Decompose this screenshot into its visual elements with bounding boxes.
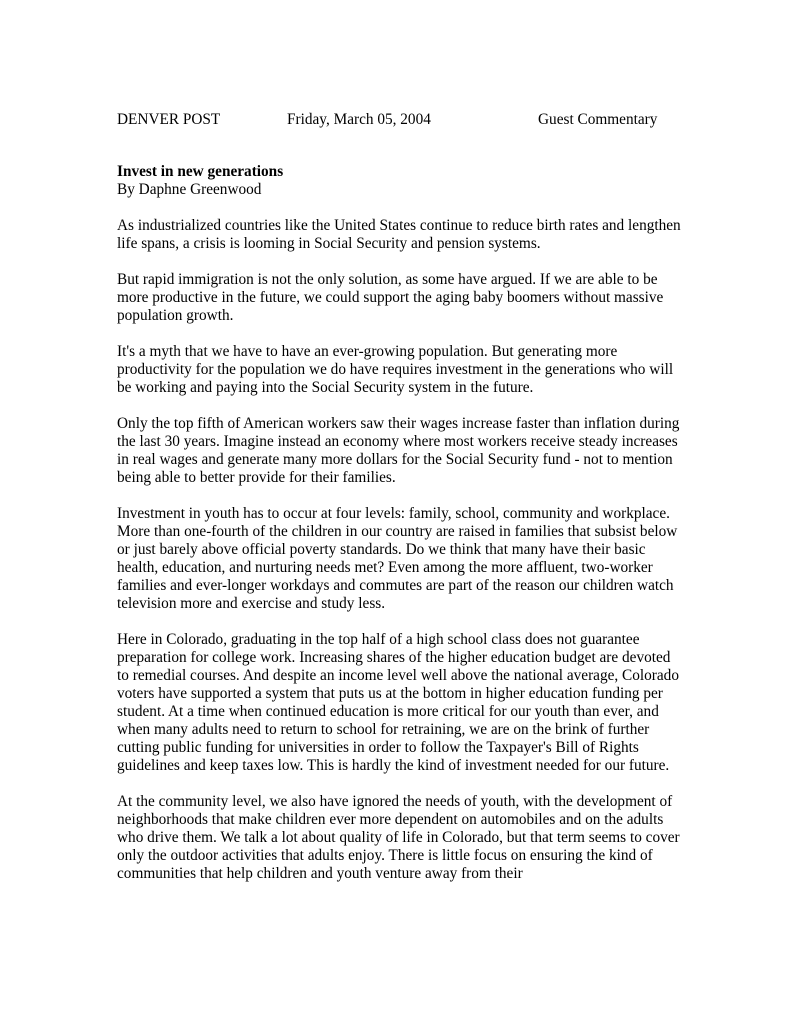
article-byline: By Daphne Greenwood (117, 181, 262, 198)
article-paragraph-6: Here in Colorado, graduating in the top half of a high school class does not guarantee preparation for college work. Increasing shares of the higher education budget are devoted to remedial courses. And despite an income level well above the national average, Colorado voters have supported a system that puts us at the bottom in higher education funding per student. At a time when continued education is more critical for our youth than ever, and when many adults need to return to school for retraining, we are on the brink of further cutting public funding for universities in order to follow the Taxpayer's Bill of Rights guidelines and keep taxes low. This is hardly the kind of investment needed for our future. (117, 631, 679, 774)
article-paragraph-4: Only the top fifth of American workers saw their wages increase faster than inflation during the last 30 years. Imagine instead an economy where most workers receive steady increases in real wages and generate many more dollars for the Social Security fund - not to mention being able to better provide for their families. (117, 415, 680, 486)
publication-date: Friday, March 05, 2004 (287, 111, 431, 128)
article-body (117, 163, 682, 901)
article-paragraph-2: But rapid immigration is not the only solution, as some have argued. If we are able to be more productive in the future, we could support the aging baby boomers without massive population growth. (117, 271, 664, 324)
newspaper-name: DENVER POST (117, 111, 221, 128)
article-headline: Invest in new generations (117, 163, 284, 180)
article-paragraph-7: At the community level, we also have ignored the needs of youth, with the development of neighborhoods that make children ever more dependent on automobiles and on the adults who drive them. We talk a lot about quality of life in Colorado, but that term seems to cover only the outdoor activities that adults enjoy. There is little focus on ensuring the kind of communities that help children and youth venture away from their (117, 793, 680, 882)
article-paragraph-5: Investment in youth has to occur at four levels: family, school, community and workplace. More than one-fourth of the children in our country are raised in families that subsist below or just barely above official poverty standards. Do we think that many have their basic health, education, and nurturing needs met? Even among the more affluent, two-worker families and ever-longer workdays and commutes are part of the reason our children watch television more and exercise and study less. (117, 505, 678, 612)
section-label: Guest Commentary (538, 111, 658, 128)
article-paragraph-1: As industrialized countries like the United States continue to reduce birth rates and lengthen life spans, a crisis is looming in Social Security and pension systems. (117, 217, 681, 252)
article-paragraph-3: It's a myth that we have to have an ever-growing population. But generating more productivity for the population we do have requires investment in the generations who will be working and paying into the Social Security system in the future. (117, 343, 674, 396)
publication-header (117, 110, 677, 130)
